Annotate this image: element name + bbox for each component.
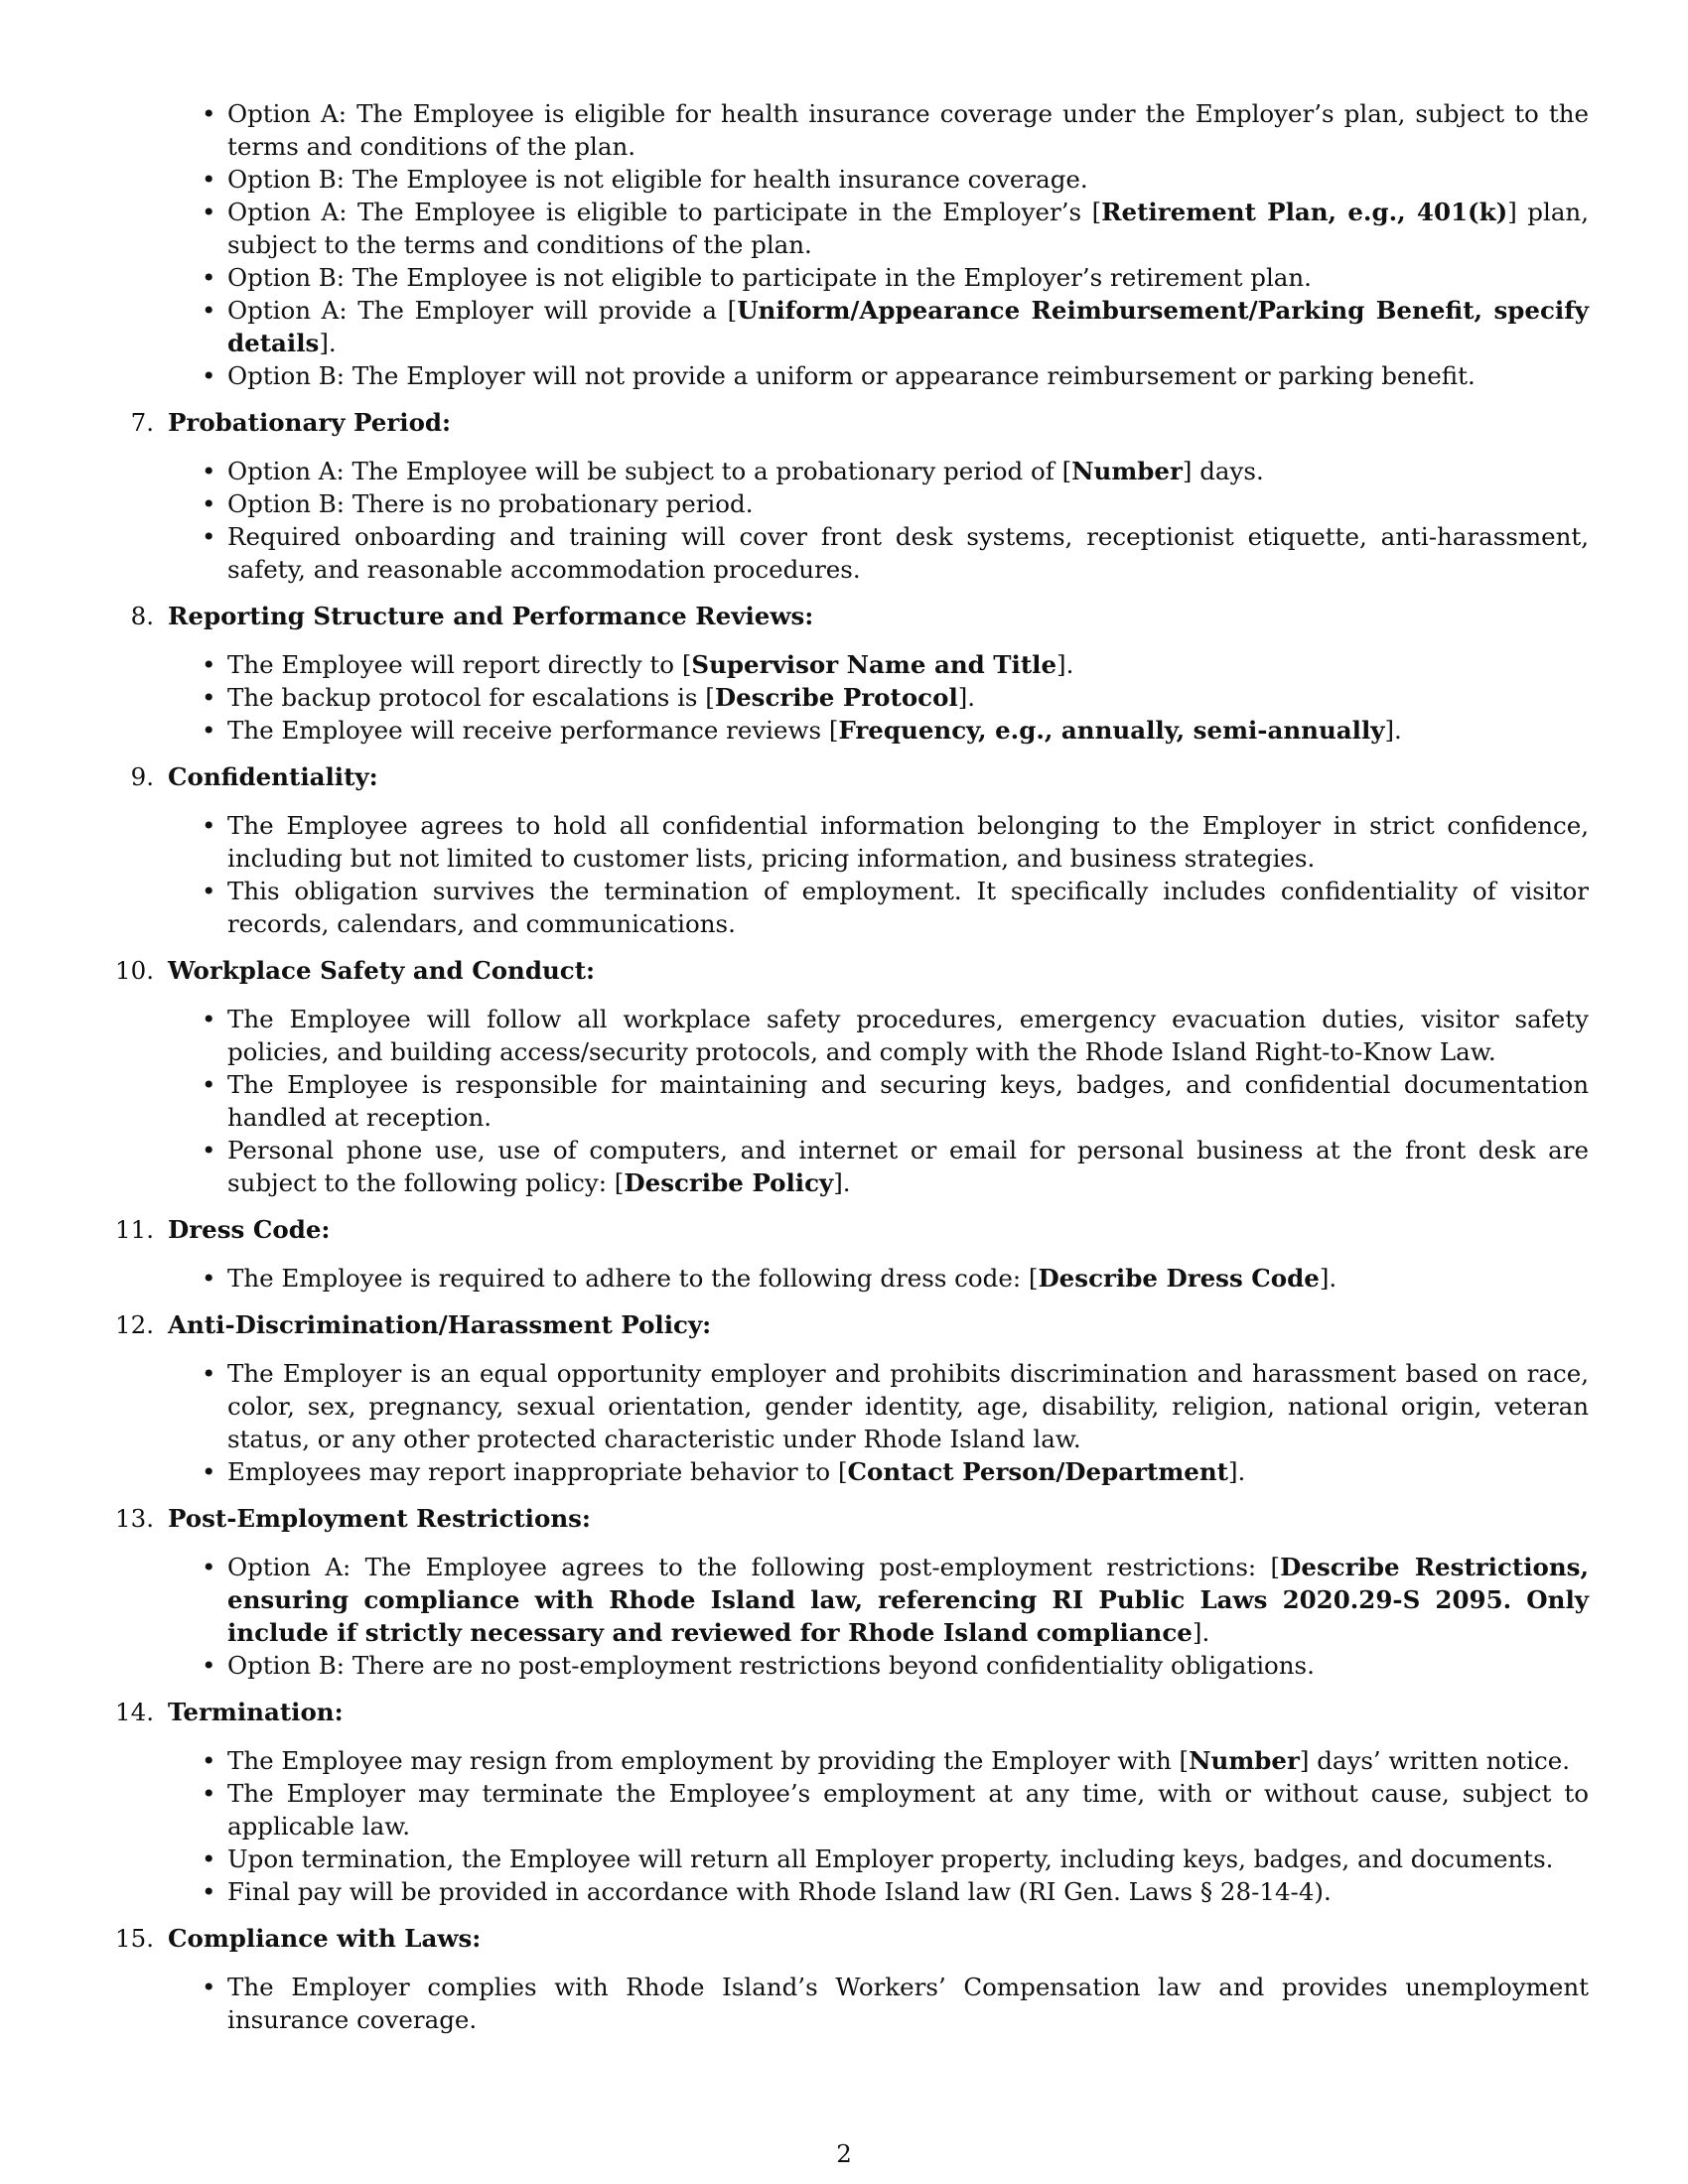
placeholder-field: Uniform/Appearance Reimbursement/Parking Benefit, specify details [227,296,1589,357]
section-list [0,1551,1589,1682]
list-item [227,487,1589,520]
text-segment: ]. [1192,1618,1210,1647]
placeholder-field: Number [1189,1746,1300,1775]
section-number: 14. [115,1698,154,1726]
list-item [227,1551,1589,1649]
text-segment: The Employer complies with Rhode Island’s Workers’ Compensation law and provides unemployment insurance coverage. [227,1973,1589,2034]
text-segment: ]. [957,683,976,712]
section-list [0,809,1589,940]
list-item [227,163,1589,196]
section [0,1502,1688,1682]
section-heading [0,1308,1688,1341]
section [0,954,1688,1199]
section-title: Termination: [168,1698,344,1726]
section-title: Post-Employment Restrictions: [168,1504,591,1533]
section-number: 13. [115,1504,154,1533]
text-segment: Final pay will be provided in accordance with Rhode Island law (RI Gen. Laws § 28-14-4). [227,1877,1332,1906]
placeholder-field: Frequency, e.g., annually, semi-annually [838,716,1385,745]
text-segment: Option A: The Employee is eligible to participate in the Employer’s [227,198,1092,226]
text-segment: ]. [1227,1457,1246,1486]
section-title: Workplace Safety and Conduct: [168,956,596,985]
text-segment: The Employee is required to adhere to the following dress code: [ [227,1264,1039,1293]
section-heading [0,954,1688,987]
placeholder-field: Describe Protocol [714,683,958,712]
section-title: Compliance with Laws: [168,1924,482,1953]
text-segment: Personal phone use, use of computers, and internet or email for personal business at the front desk are subject to the following policy: [ [227,1136,1589,1197]
list-item [227,261,1589,294]
text-segment: Option B: The Employee is not eligible to participate in the Employer’s retirement plan. [227,263,1312,292]
list-item [227,520,1589,586]
list-item [227,714,1589,747]
list-item [227,1971,1589,2036]
section-heading [0,760,1688,793]
section [0,1696,1688,1908]
section-heading [0,600,1688,632]
section-number: 15. [115,1924,154,1953]
text-segment: ]. [319,329,337,357]
placeholder-field: Number [1071,457,1183,485]
text-segment: ] days’ written notice. [1299,1746,1570,1775]
text-segment: ]. [1384,716,1402,745]
placeholder-field: Describe Restrictions, ensuring compliance with Rhode Island law, referencing RI Public Laws 2020.29-S 2095. Only include if strictly necessary and reviewed for Rhode Island compliance [227,1553,1589,1647]
list-item [227,97,1589,163]
text-segment: Option A: The Employee is eligible for health insurance coverage under the Employer’s plan, subject to the terms and conditions of the plan. [227,99,1589,161]
text-segment: Option B: The Employee is not eligible for health insurance coverage. [227,165,1088,194]
text-segment: [ [1091,198,1102,226]
placeholder-field: Describe Dress Code [1038,1264,1320,1293]
text-segment: The Employee may resign from employment by providing the Employer with [ [227,1746,1190,1775]
section-list [0,1003,1589,1199]
section-heading [0,1696,1688,1728]
section-number: 12. [115,1310,154,1339]
section-list [0,455,1589,586]
text-segment: ] days. [1182,457,1264,485]
section-title: Confidentiality: [168,762,378,791]
section [0,760,1688,940]
section-title: Dress Code: [168,1215,331,1244]
list-item [227,648,1589,681]
section-title: Anti-Discrimination/Harassment Policy: [168,1310,712,1339]
section [0,1213,1688,1295]
text-segment: Upon termination, the Employee will return all Employer property, including keys, badges, and documents. [227,1844,1554,1873]
section-list [0,1262,1589,1295]
list-item [227,1003,1589,1068]
list-item [227,1134,1589,1199]
list-item [227,1357,1589,1455]
text-segment: ]. [1319,1264,1337,1293]
text-segment: The Employee will receive performance reviews [ [227,716,839,745]
list-item [227,1777,1589,1843]
list-item [227,875,1589,940]
text-segment: Option A: The Employer will provide a [ [227,296,738,325]
section-title: Probationary Period: [168,408,452,437]
text-segment: ] plan, subject to the terms and conditions of the plan. [227,198,1589,259]
list-item [227,1455,1589,1488]
section-list [0,1744,1589,1908]
section [0,1922,1688,2036]
text-segment: The backup protocol for escalations is [ [227,683,715,712]
placeholder-field: Contact Person/Department [847,1457,1228,1486]
section [0,600,1688,747]
section-list [0,1357,1589,1488]
document-body [0,97,1688,2036]
text-segment: Option A: The Employee will be subject to a probationary period of [ [227,457,1072,485]
text-segment: Option B: The Employer will not provide a uniform or appearance reimbursement or parking benefit. [227,361,1476,390]
list-item [227,1744,1589,1777]
list-item [227,1649,1589,1682]
sections-container [0,406,1688,2036]
placeholder-field: Describe Policy [624,1168,834,1197]
text-segment: ]. [833,1168,851,1197]
section-list [0,648,1589,747]
section-title: Reporting Structure and Performance Reviews: [168,602,814,630]
section-heading [0,1922,1688,1955]
text-segment: The Employer may terminate the Employee’s employment at any time, with or without cause, subject to applicable law. [227,1779,1589,1841]
list-item [227,294,1589,359]
section [0,406,1688,586]
list-item [227,1262,1589,1295]
placeholder-field: Supervisor Name and Title [691,650,1057,679]
text-segment: The Employee will report directly to [ [227,650,692,679]
text-segment: The Employer is an equal opportunity employer and prohibits discrimination and harassment based on race, color, sex, pregnancy, sexual orientation, gender identity, age, disability, religion, national origin, veteran status, or any other protected characteristic under Rhode Island law. [227,1359,1589,1453]
page-number: 2 [836,2139,852,2168]
section-list [0,1971,1589,2036]
text-segment: Employees may report inappropriate behavior to [ [227,1457,848,1486]
text-segment: The Employee agrees to hold all confidential information belonging to the Employer in strict confidence, including but not limited to customer lists, pricing information, and business strategies. [227,811,1589,873]
list-item [227,1875,1589,1908]
section-heading [0,1502,1688,1535]
text-segment: The Employee is responsible for maintaining and securing keys, badges, and confidential documentation handled at reception. [227,1070,1589,1132]
section [0,1308,1688,1488]
list-item [227,196,1589,261]
section-heading [0,406,1688,439]
text-segment: Option B: There are no post-employment restrictions beyond confidentiality obligations. [227,1651,1315,1680]
section-number: 7. [130,408,154,437]
text-segment: Option B: There is no probationary period. [227,489,754,518]
list-item [227,1843,1589,1875]
list-item [227,359,1589,392]
list-item [227,1068,1589,1134]
section-number: 8. [130,602,154,630]
list-item [227,681,1589,714]
section-number: 11. [115,1215,154,1244]
section-number: 9. [130,762,154,791]
text-segment: Required onboarding and training will cover front desk systems, receptionist etiquette, anti-harassment, safety, and reasonable accommodation procedures. [227,522,1589,584]
text-segment: ]. [1056,650,1074,679]
text-segment: This obligation survives the termination of employment. It specifically includes confidentiality of visitor records, calendars, and communications. [227,877,1589,938]
placeholder-field: Retirement Plan, e.g., 401(k) [1101,198,1508,226]
benefits-options-list [0,97,1589,392]
text-segment: Option A: The Employee agrees to the following post-employment restrictions: [ [227,1553,1281,1581]
section-heading [0,1213,1688,1246]
section-number: 10. [115,956,154,985]
list-item [227,809,1589,875]
text-segment: The Employee will follow all workplace safety procedures, emergency evacuation duties, visitor safety policies, and building access/security protocols, and comply with the Rhode Island Right-to-Know Law. [227,1005,1589,1066]
list-item [227,455,1589,487]
